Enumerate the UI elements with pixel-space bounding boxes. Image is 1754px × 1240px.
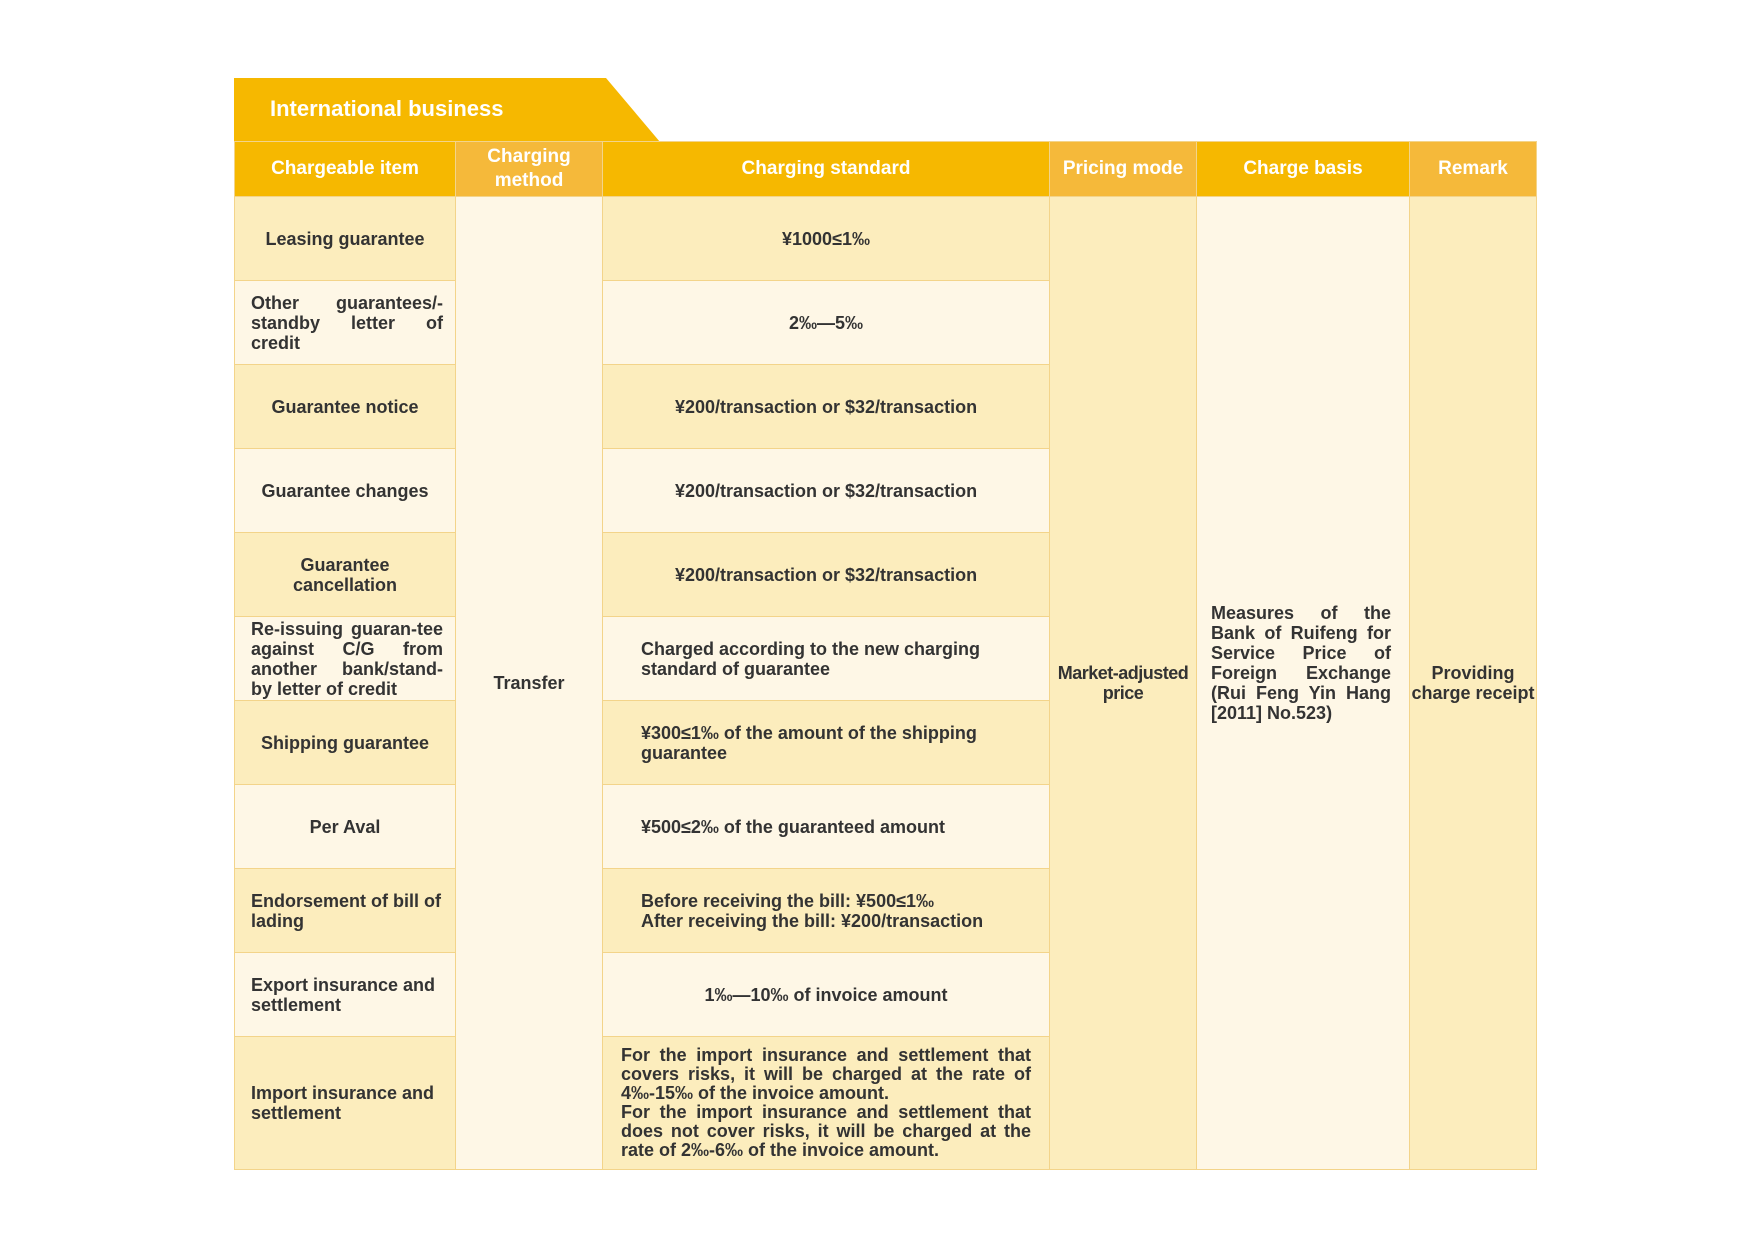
header-chargeable-item: Chargeable item bbox=[235, 142, 456, 197]
header-charging-method: Charging method bbox=[456, 142, 603, 197]
charging-standard bbox=[603, 1037, 1050, 1170]
header-charging-standard: Charging standard bbox=[603, 142, 1050, 197]
charging-standard: 2‰—5‰ bbox=[603, 281, 1050, 365]
standard-paragraph: For the import insurance and settlement that covers risks, it will be charged at the rate of 4‰-15‰ of the invoice amount. bbox=[621, 1045, 1031, 1103]
charging-standard: ¥200/transaction or $32/transaction bbox=[603, 365, 1050, 449]
chargeable-item: Export insurance and settlement bbox=[235, 953, 456, 1037]
chargeable-item: Import insurance and settlement bbox=[235, 1037, 456, 1170]
chargeable-item: Other guarantees/-standby letter of credit bbox=[235, 281, 456, 365]
charging-standard: ¥200/transaction or $32/transaction bbox=[603, 533, 1050, 617]
header-pricing-mode: Pricing mode bbox=[1050, 142, 1197, 197]
charging-method: Transfer bbox=[456, 197, 603, 1170]
chargeable-item: Guarantee cancellation bbox=[235, 533, 456, 617]
remark: Providing charge receipt bbox=[1410, 197, 1537, 1170]
chargeable-item: Re-issuing guaran-tee against C/G from another bank/stand-by letter of credit bbox=[235, 617, 456, 701]
chargeable-item: Guarantee notice bbox=[235, 365, 456, 449]
chargeable-item: Guarantee changes bbox=[235, 449, 456, 533]
fee-table bbox=[234, 141, 1537, 1170]
table-row bbox=[235, 197, 1537, 281]
standard-paragraph: For the import insurance and settlement that does not cover risks, it will be charged at the rate of 2‰-6‰ of the invoice amount. bbox=[621, 1102, 1031, 1160]
charging-standard: Charged according to the new charging standard of guarantee bbox=[603, 617, 1050, 701]
pricing-mode: Market-adjusted price bbox=[1050, 197, 1197, 1170]
table-header-row bbox=[235, 142, 1537, 197]
section-title: International business bbox=[270, 96, 504, 121]
chargeable-item: Per Aval bbox=[235, 785, 456, 869]
charging-standard bbox=[603, 869, 1050, 953]
charging-standard: ¥500≤2‰ of the guaranteed amount bbox=[603, 785, 1050, 869]
charge-basis: Measures of the Bank of Ruifeng for Service Price of Foreign Exchange (Rui Feng Yin Hang [2011] No.523) bbox=[1197, 197, 1410, 1170]
header-charge-basis: Charge basis bbox=[1197, 142, 1410, 197]
charging-standard: 1‰—10‰ of invoice amount bbox=[603, 953, 1050, 1037]
chargeable-item: Leasing guarantee bbox=[235, 197, 456, 281]
charging-standard: ¥1000≤1‰ bbox=[603, 197, 1050, 281]
header-remark: Remark bbox=[1410, 142, 1537, 197]
standard-line: Before receiving the bill: ¥500≤1‰ bbox=[641, 890, 934, 911]
chargeable-item: Endorsement of bill of lading bbox=[235, 869, 456, 953]
chargeable-item: Shipping guarantee bbox=[235, 701, 456, 785]
standard-line: After receiving the bill: ¥200/transaction bbox=[641, 910, 984, 931]
charging-standard: ¥300≤1‰ of the amount of the shipping guarantee bbox=[603, 701, 1050, 785]
charging-standard: ¥200/transaction or $32/transaction bbox=[603, 449, 1050, 533]
